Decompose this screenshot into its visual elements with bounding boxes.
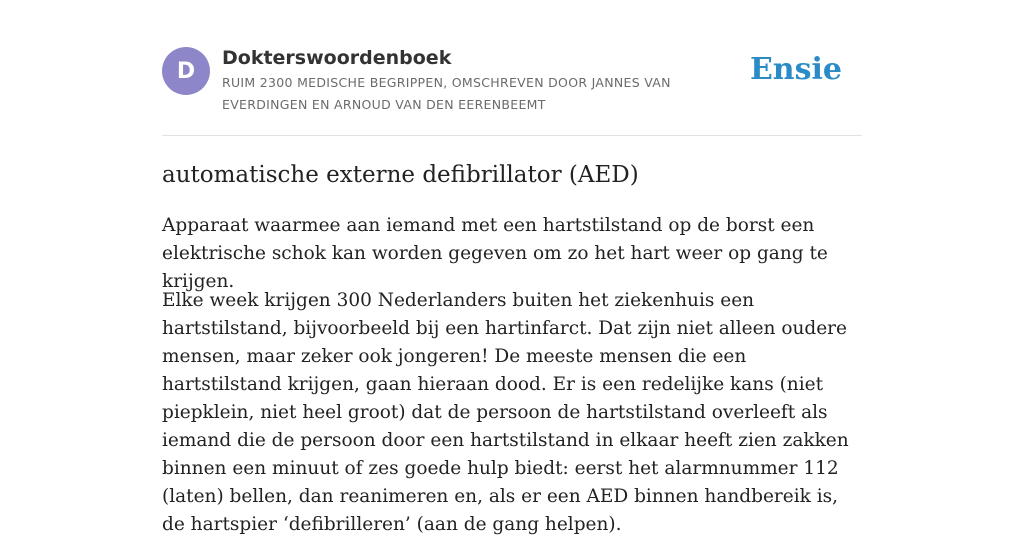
dictionary-subtitle: RUIM 2300 MEDISCHE BEGRIPPEN, OMSCHREVEN DOOR JANNES VAN EVERDINGEN EN ARNOUD VAN DEN EERENBEEMT bbox=[222, 75, 671, 112]
dictionary-title[interactable]: Dokterswoordenboek bbox=[222, 47, 452, 69]
term-title: automatische externe defibrillator (AED) bbox=[162, 162, 639, 188]
term-body-text: Elke week krijgen 300 Nederlanders buiten het ziekenhuis een hartstilstand, bijvoorbeeld bij een hartinfarct. Dat zijn niet alleen oudere mensen, maar zeker ook jongeren! De meeste mensen die een hartstilstand krijgen, gaan hieraan dood. Er is een redelijke kans (niet piepklein, niet heel groot) dat de persoon de hartstilstand overleeft als iemand die de persoon door een hartstilstand in elkaar heeft zien zakken binnen een minuut of zes goede hulp biedt: eerst het alarmnummer 112 (laten) bellen, dan reanimeren en, als er een AED binnen handbereik is, de hartspier ‘defibrilleren’ (aan de gang helpen). bbox=[162, 290, 849, 535]
ensie-logo[interactable]: Ensie bbox=[749, 52, 842, 87]
dictionary-header bbox=[162, 0, 862, 136]
term-definition: Apparaat waarmee aan iemand met een hartstilstand op de borst een elektrische schok kan worden gegeven om zo het hart weer op gang te krijgen. bbox=[162, 215, 828, 292]
dictionary-avatar[interactable]: D bbox=[162, 47, 210, 95]
content-container bbox=[162, 0, 862, 535]
